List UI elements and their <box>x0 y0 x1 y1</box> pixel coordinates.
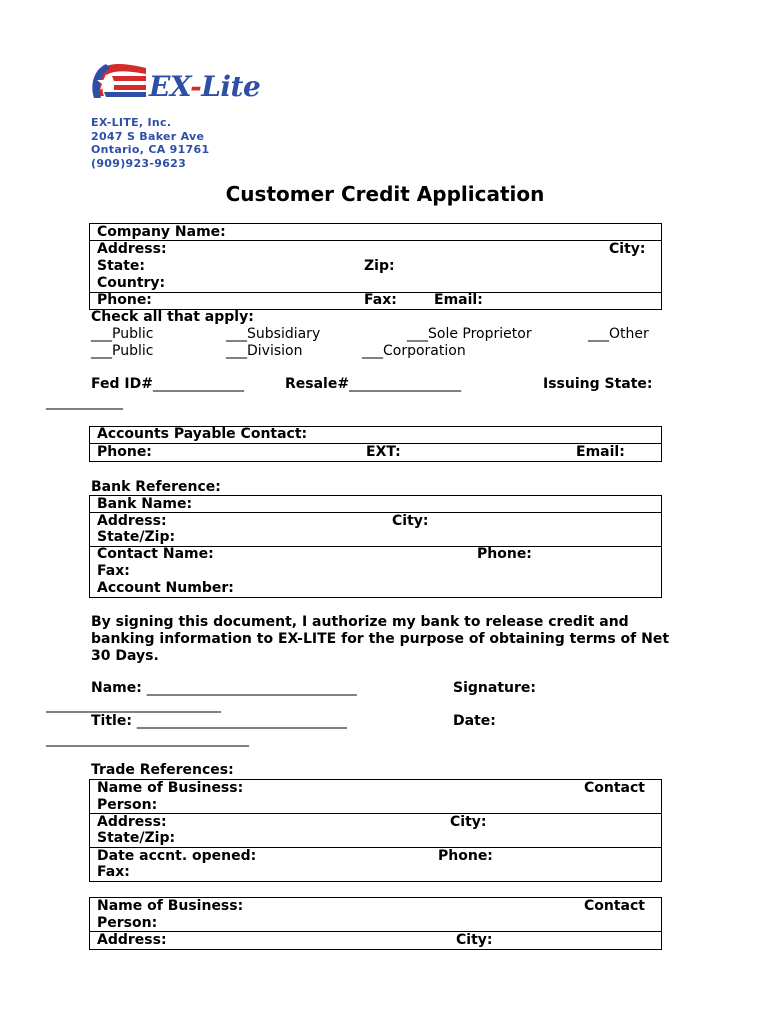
signature-blank[interactable]: _________________________ <box>46 697 221 713</box>
checkbox-division[interactable]: ___Division <box>226 343 303 359</box>
brand-dash: - <box>190 70 202 103</box>
divider <box>89 813 662 814</box>
bank-reference-heading: Bank Reference: <box>91 479 221 495</box>
bank-name-label: Bank Name: <box>97 496 193 512</box>
brand-part2: Lite <box>201 70 261 103</box>
authorization-line-2: banking information to EX-LITE for the purpose of obtaining terms of Net <box>91 631 670 647</box>
city-label: City: <box>609 241 646 257</box>
fed-id-label: Fed ID# <box>91 376 153 392</box>
bank-account-number-label: Account Number: <box>97 580 234 596</box>
checkbox-public-1[interactable]: ___Public <box>91 326 154 342</box>
zip-label: Zip: <box>364 258 395 274</box>
authorization-line-1: By signing this document, I authorize my bank to release credit and <box>91 614 629 630</box>
resale-blank[interactable]: ________________ <box>349 376 462 392</box>
phone-label: Phone: <box>97 292 152 308</box>
check-all-heading: Check all that apply: <box>91 309 254 325</box>
bank-fax-label: Fax: <box>97 563 130 579</box>
checkbox-public-2[interactable]: ___Public <box>91 343 154 359</box>
resale-field[interactable] <box>285 376 461 393</box>
brand-part1: EX <box>149 70 191 103</box>
name-field[interactable] <box>91 680 357 697</box>
ex-lite-flag-logo-icon <box>90 62 148 100</box>
checkbox-other[interactable]: ___Other <box>588 326 649 342</box>
trade-references-heading: Trade References: <box>91 762 234 778</box>
signature-label: Signature: <box>453 680 536 696</box>
issuing-state-blank[interactable]: ___________ <box>46 394 123 410</box>
bank-city-label: City: <box>392 513 429 529</box>
title-field[interactable] <box>91 713 347 730</box>
title-label: Title: <box>91 713 132 729</box>
ref1-fax-label: Fax: <box>97 864 130 880</box>
ref1-business-name-label: Name of Business: <box>97 780 244 796</box>
ref2-city-label: City: <box>456 932 493 948</box>
date-blank[interactable]: _____________________________ <box>46 731 249 747</box>
page-title: Customer Credit Application <box>225 182 545 206</box>
bank-phone-label: Phone: <box>477 546 532 562</box>
ref2-business-name-label: Name of Business: <box>97 898 244 914</box>
ap-ext-label: EXT: <box>366 444 401 460</box>
state-label: State: <box>97 258 146 274</box>
ref1-phone-label: Phone: <box>438 848 493 864</box>
country-label: Country: <box>97 275 166 291</box>
company-name-label: Company Name: <box>97 224 226 240</box>
company-phone: (909)923-9623 <box>91 156 187 170</box>
ref1-state-zip-label: State/Zip: <box>97 830 176 846</box>
checkbox-corporation[interactable]: ___Corporation <box>362 343 466 359</box>
ref1-contact-label: Contact <box>584 780 645 796</box>
date-label: Date: <box>453 713 496 729</box>
fed-id-field[interactable] <box>91 376 244 393</box>
ref1-person-label: Person: <box>97 797 158 813</box>
issuing-state-label: Issuing State: <box>543 376 653 392</box>
ref2-contact-label: Contact <box>584 898 645 914</box>
fax-label: Fax: <box>364 292 397 308</box>
email-label: Email: <box>434 292 483 308</box>
ref1-date-opened-label: Date accnt. opened: <box>97 848 257 864</box>
ap-phone-label: Phone: <box>97 444 152 460</box>
bank-address-label: Address: <box>97 513 167 529</box>
ref1-address-label: Address: <box>97 814 167 830</box>
fed-id-blank[interactable]: _____________ <box>152 376 244 392</box>
bank-contact-name-label: Contact Name: <box>97 546 214 562</box>
ap-email-label: Email: <box>576 444 625 460</box>
resale-label: Resale# <box>285 376 350 392</box>
checkbox-sole-proprietor[interactable]: ___Sole Proprietor <box>407 326 532 342</box>
bank-state-zip-label: State/Zip: <box>97 529 176 545</box>
address-label: Address: <box>97 241 167 257</box>
ref2-person-label: Person: <box>97 915 158 931</box>
title-blank[interactable]: ______________________________ <box>136 713 347 729</box>
name-label: Name: <box>91 680 142 696</box>
ref2-address-label: Address: <box>97 932 167 948</box>
name-blank[interactable]: ______________________________ <box>146 680 357 696</box>
ref1-city-label: City: <box>450 814 487 830</box>
company-name: EX-LITE, Inc. <box>91 116 172 129</box>
ap-contact-label: Accounts Payable Contact: <box>97 426 308 442</box>
authorization-line-3: 30 Days. <box>91 648 159 664</box>
company-street: 2047 S Baker Ave <box>91 129 205 143</box>
checkbox-subsidiary[interactable]: ___Subsidiary <box>226 326 321 342</box>
company-address-block <box>91 116 209 170</box>
brand-wordmark <box>149 70 260 103</box>
company-city-line: Ontario, CA 91761 <box>91 143 210 156</box>
divider <box>89 931 662 932</box>
